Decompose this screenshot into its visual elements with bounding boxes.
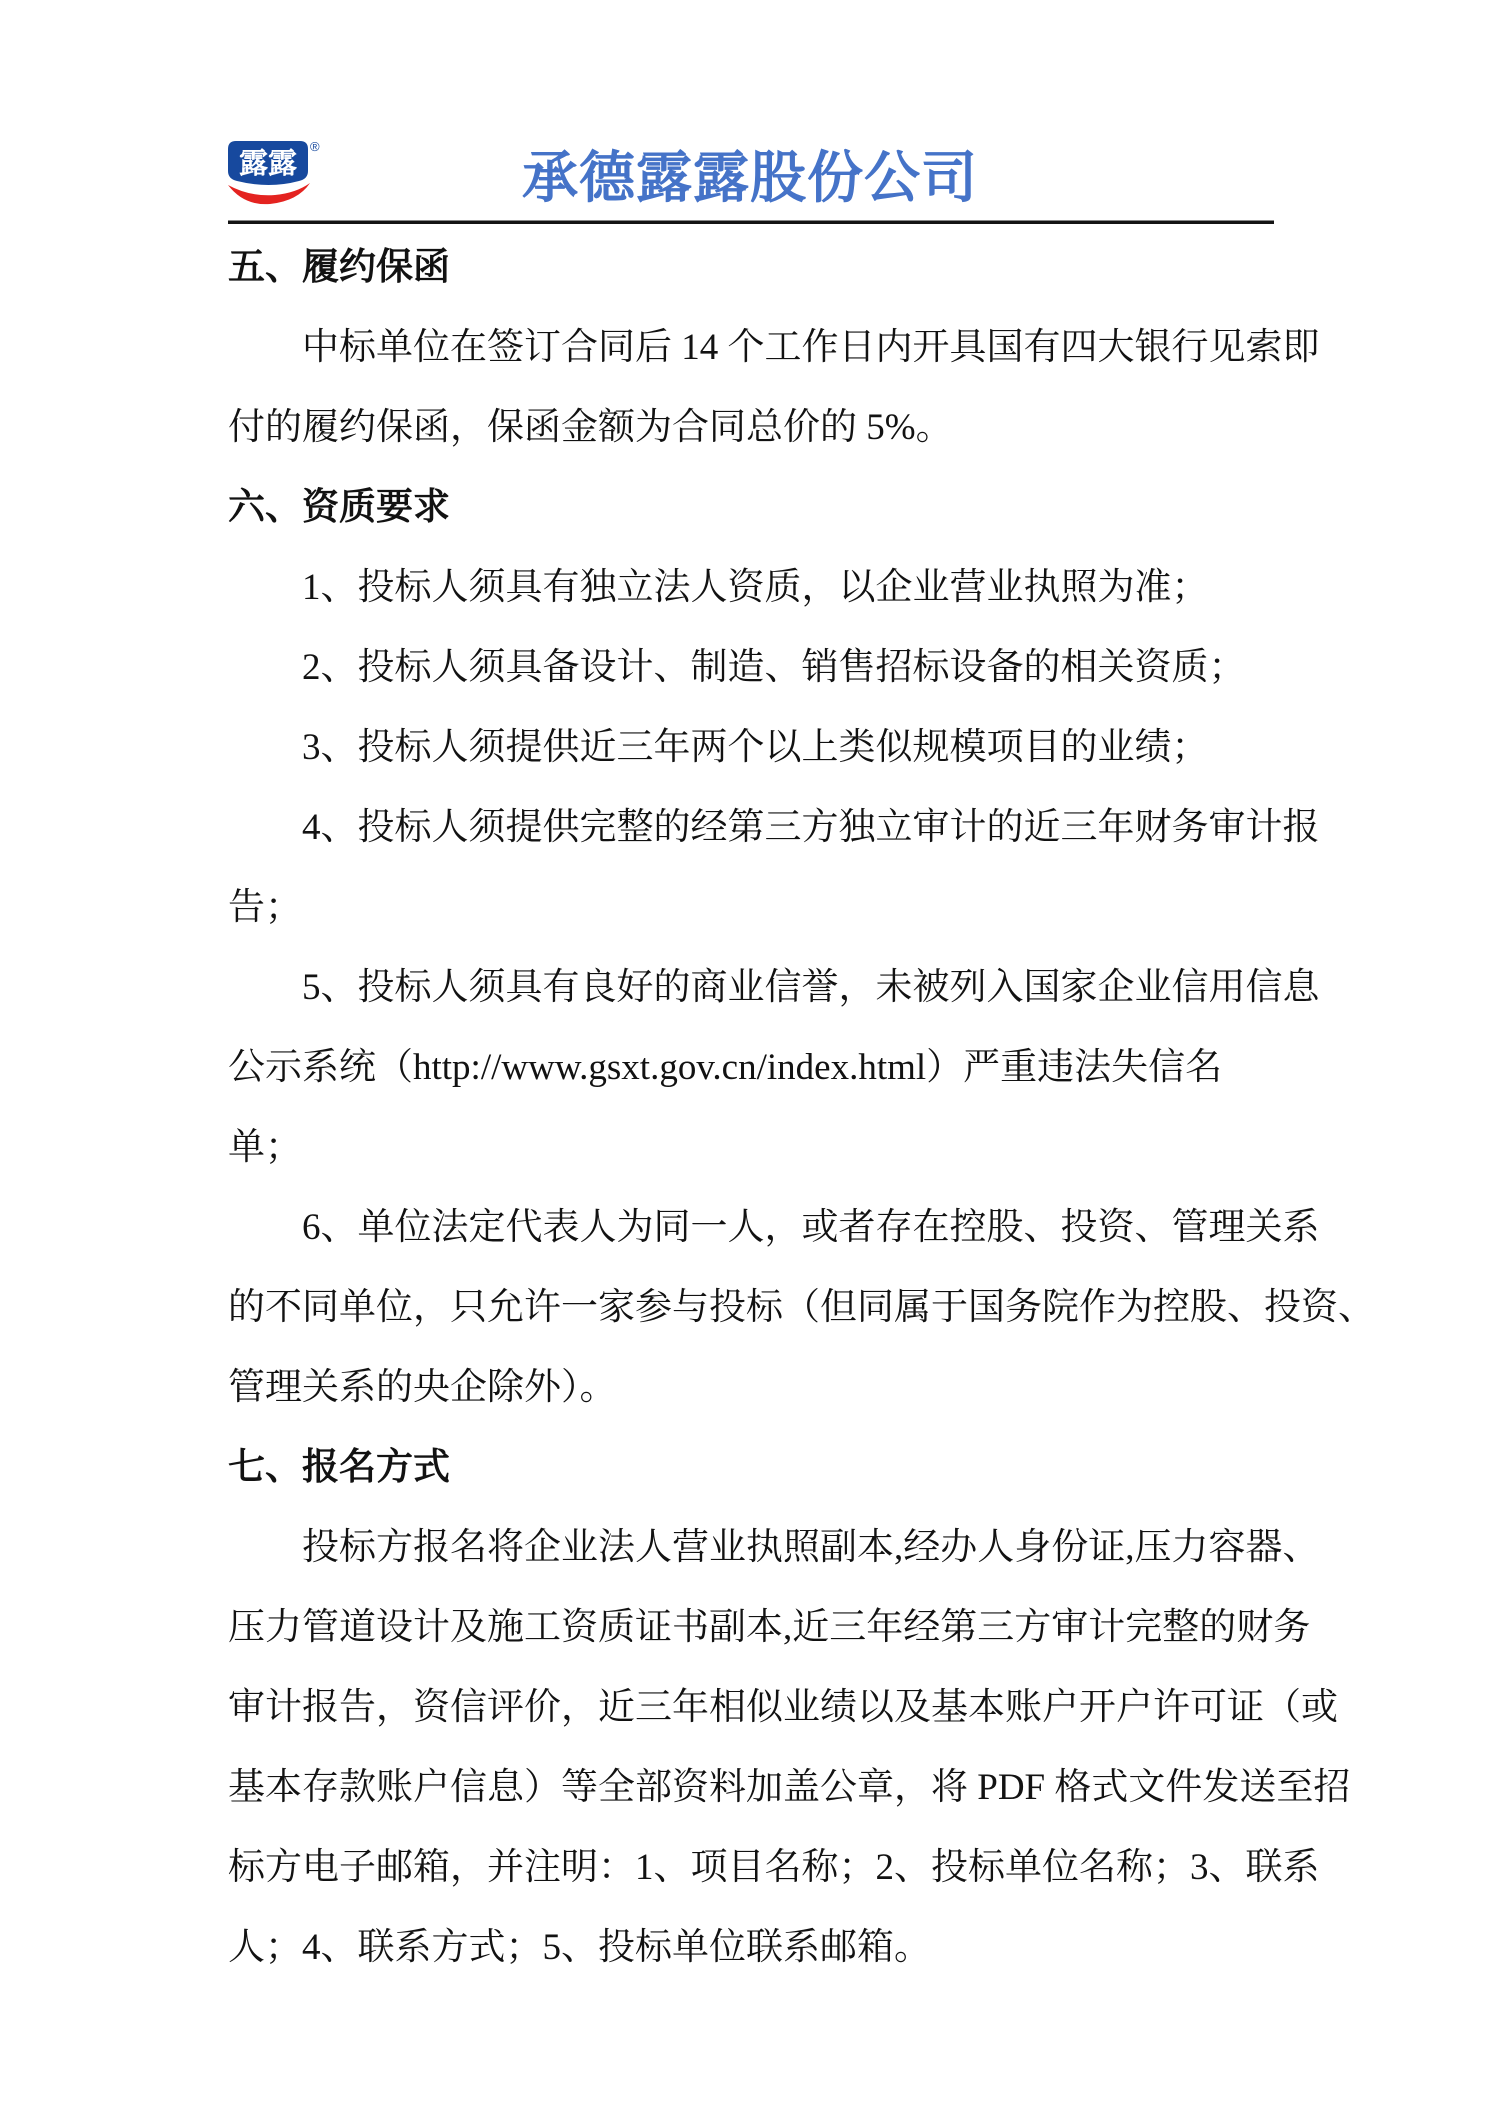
- company-title: 承德露露股份公司: [522, 146, 978, 209]
- paragraph-line: 告；: [228, 887, 302, 928]
- paragraph-line: 管理关系的央企除外）。: [228, 1367, 617, 1408]
- registered-trademark-icon: ®: [310, 139, 320, 154]
- paragraph-line: 单；: [228, 1127, 302, 1168]
- section-heading: 七、报名方式: [228, 1447, 450, 1488]
- paragraph-line: 公示系统（http://www.gsxt.gov.cn/index.html）严重违法失信名: [228, 1047, 1223, 1088]
- paragraph-line: 基本存款账户信息）等全部资料加盖公章，将 PDF 格式文件发送至招: [228, 1767, 1351, 1808]
- list-item-line: 6、单位法定代表人为同一人，或者存在控股、投资、管理关系: [302, 1207, 1320, 1248]
- section-heading: 五、履约保函: [228, 247, 450, 288]
- paragraph-line: 的不同单位，只允许一家参与投标（但同属于国务院作为控股、投资、: [228, 1287, 1375, 1328]
- paragraph-line: 压力管道设计及施工资质证书副本,近三年经第三方审计完整的财务: [228, 1607, 1311, 1648]
- section-heading: 六、资质要求: [228, 487, 450, 528]
- list-item-line: 2、投标人须具备设计、制造、销售招标设备的相关资质；: [302, 647, 1246, 688]
- list-item-line: 3、投标人须提供近三年两个以上类似规模项目的业绩；: [302, 727, 1209, 768]
- list-item-line: 1、投标人须具有独立法人资质，以企业营业执照为准；: [302, 567, 1209, 608]
- logo-characters: 露露: [238, 148, 298, 180]
- paragraph-line: 中标单位在签订合同后 14 个工作日内开具国有四大银行见索即: [302, 327, 1320, 368]
- paragraph-line: 标方电子邮箱，并注明：1、项目名称；2、投标单位名称；3、联系: [228, 1847, 1320, 1888]
- header-divider: [228, 220, 1274, 224]
- paragraph-line: 付的履约保函，保函金额为合同总价的 5%。: [228, 407, 953, 448]
- paragraph-line: 审计报告，资信评价，近三年相似业绩以及基本账户开户许可证（或: [228, 1687, 1338, 1728]
- list-item-line: 4、投标人须提供完整的经第三方独立审计的近三年财务审计报: [302, 807, 1320, 848]
- list-item-line: 5、投标人须具有良好的商业信誉，未被列入国家企业信用信息: [302, 967, 1320, 1008]
- paragraph-line: 投标方报名将企业法人营业执照副本,经办人身份证,压力容器、: [302, 1527, 1320, 1568]
- document-body: [228, 228, 1375, 1988]
- paragraph-line: 人；4、联系方式；5、投标单位联系邮箱。: [228, 1927, 931, 1968]
